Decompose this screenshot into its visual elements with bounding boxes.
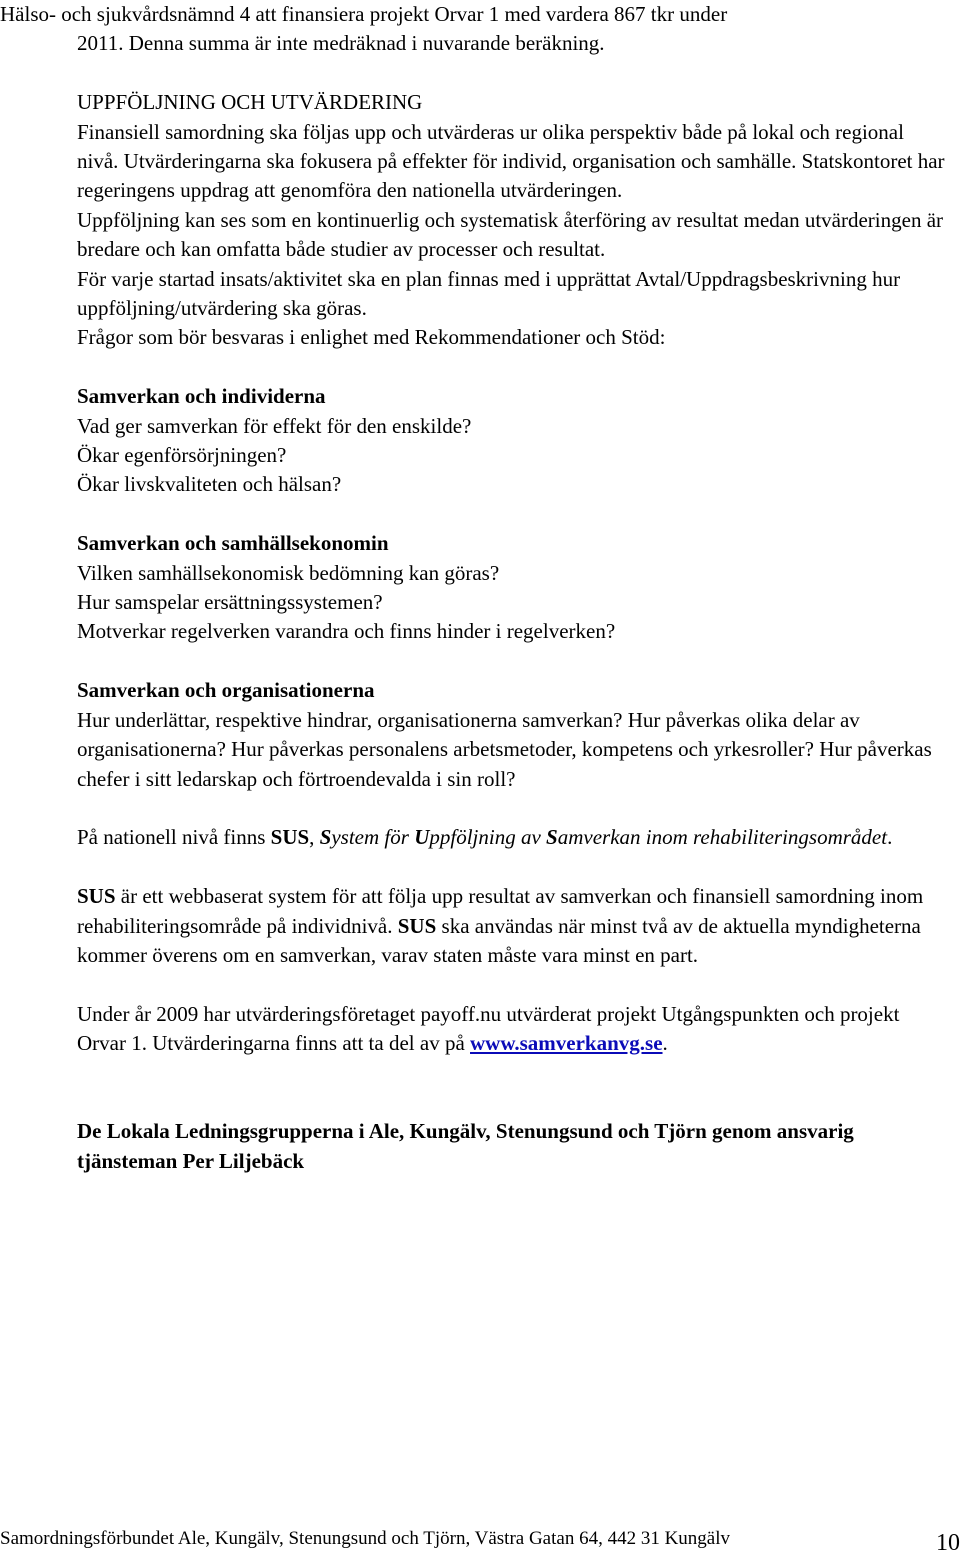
evaluation-end: .	[662, 1031, 668, 1056]
signature-block: De Lokala Ledningsgrupperna i Ale, Kungälv, Stenungsund och Tjörn genom ansvarig tjänsteman Per Liljebäck	[77, 1119, 854, 1173]
spacer	[77, 353, 947, 382]
footer-address: Samordningsförbundet Ale, Kungälv, Stenungsund och Tjörn, Västra Gatan 64, 442 31 Kungälv	[0, 1528, 730, 1549]
carryover-line-2: 2011. Denna summa är inte medräknad i nuvarande beräkning.	[77, 31, 605, 56]
carryover-line-1: Hälso- och sjukvårdsnämnd 4 att finansiera projekt Orvar 1 med vardera 867 tkr under	[0, 2, 728, 26]
page-number: 10	[936, 1530, 960, 1556]
evaluation-paragraph	[77, 1000, 947, 1059]
sus-letter-s: S	[319, 825, 332, 850]
page-footer	[0, 1527, 960, 1554]
spacer	[77, 1059, 947, 1088]
economy-question-3: Motverkar regelverken varandra och finns hinder i regelverken?	[77, 619, 616, 644]
sus-description-paragraph	[77, 882, 947, 970]
individuals-question-2: Ökar egenförsörjningen?	[77, 443, 287, 468]
spacer	[77, 647, 947, 676]
follow-up-paragraph-1: Finansiell samordning ska följas upp och utvärderas ur olika perspektiv både på lokal och regional nivå. Utvärderingarna ska fokusera på effekter för individ, organisation och samhälle. Statskontoret har regeringens uppdrag att genomföra den nationella utvärderingen.	[77, 119, 945, 203]
sus-intro-dot: .	[887, 825, 893, 850]
spacer	[77, 59, 947, 88]
section-heading-follow-up: UPPFÖLJNING OCH UTVÄRDERING	[77, 90, 423, 115]
sus-word-uppfoljning: ppföljning av	[429, 825, 547, 850]
sus-intro-comma: ,	[309, 825, 320, 850]
subheading-organisations: Samverkan och organisationerna	[77, 678, 375, 703]
sus-acronym: SUS	[77, 884, 116, 909]
individuals-question-3: Ökar livskvaliteten och hälsan?	[77, 472, 342, 497]
spacer	[77, 853, 947, 882]
subheading-economy: Samverkan och samhällsekonomin	[77, 531, 389, 556]
sus-letter-s2: S	[546, 825, 558, 850]
organisations-text: Hur underlättar, respektive hindrar, organisationerna samverkan? Hur påverkas olika delar av organisationerna? Hur påverkas personalens arbetsmetoder, kompetens och yrkesroller? Hur påverkas chefer i sitt ledarskap och förtroendevalda i sin roll?	[77, 707, 932, 791]
sus-description-text-2: ska användas när minst två av de aktuella myndigheterna kommer överens om en samverkan, varav staten måste vara minst en part.	[77, 913, 921, 967]
economy-question-2: Hur samspelar ersättningssystemen?	[77, 590, 383, 615]
samverkanvg-link[interactable]: www.samverkanvg.se	[470, 1031, 663, 1056]
follow-up-paragraph-2: Uppföljning kan ses som en kontinuerlig och systematisk återföring av resultat medan utvärderingen är bredare och kan omfatta både studier av processer och resultat.	[77, 207, 944, 262]
subheading-individuals: Samverkan och individerna	[77, 384, 326, 409]
sus-acronym: SUS	[270, 825, 310, 850]
evaluation-text: Under år 2009 har utvärderingsföretaget payoff.nu utvärderat projekt Utgångspunkten och projekt Orvar 1. Utvärderingarna finns att ta del av på	[77, 1001, 900, 1056]
sus-intro-paragraph	[77, 823, 947, 852]
economy-question-1: Vilken samhällsekonomisk bedömning kan göras?	[77, 560, 500, 585]
sus-word-system: ystem för	[331, 825, 415, 850]
follow-up-paragraph-3: För varje startad insats/aktivitet ska en plan finnas med i upprättat Avtal/Uppdragsbeskrivning hur uppföljning/utvärdering ska göras.	[77, 266, 901, 321]
sus-description-text-1: är ett webbaserat system för att följa upp resultat av samverkan och finansiell samordning inom rehabiliteringsområde på individnivå.	[77, 884, 924, 938]
spacer	[77, 1088, 947, 1117]
individuals-question-1: Vad ger samverkan för effekt för den enskilde?	[77, 413, 472, 438]
sus-word-samverkan: amverkan inom rehabiliteringsområdet	[557, 825, 888, 850]
sus-intro-prefix: På nationell nivå finns	[77, 825, 271, 850]
sus-letter-u: U	[414, 825, 430, 850]
spacer	[77, 970, 947, 999]
follow-up-paragraph-4: Frågor som bör besvaras i enlighet med Rekommendationer och Stöd:	[77, 325, 666, 350]
spacer	[77, 794, 947, 823]
spacer	[77, 500, 947, 529]
sus-acronym: SUS	[397, 913, 437, 938]
